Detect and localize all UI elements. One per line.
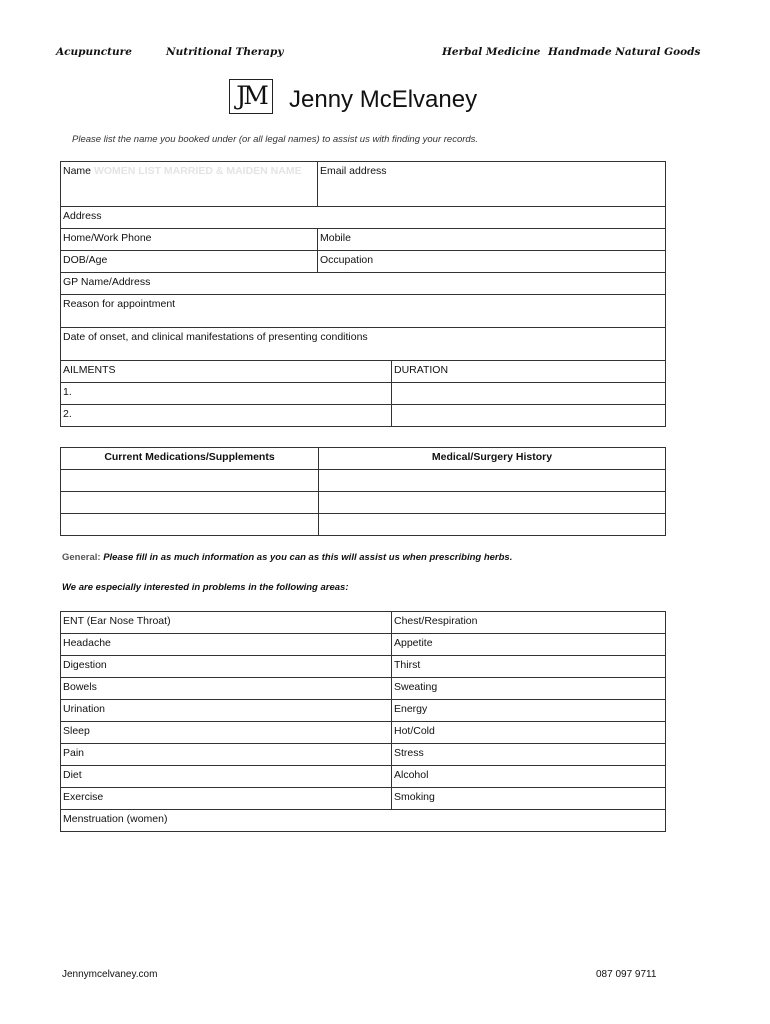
- onset-label: Date of onset, and clinical manifestations of presenting conditions: [63, 331, 368, 343]
- footer-phone: 087 097 9711: [596, 969, 657, 980]
- area-right-cell[interactable]: Hot/Cold: [392, 722, 666, 744]
- name-field[interactable]: [61, 162, 318, 207]
- patient-details-table: [60, 161, 666, 361]
- history-row-1[interactable]: [319, 470, 666, 492]
- medication-row-1[interactable]: [61, 470, 319, 492]
- areas-row: [61, 788, 666, 810]
- area-left-cell[interactable]: Diet: [61, 766, 392, 788]
- gp-field[interactable]: [61, 273, 666, 295]
- areas-row: [61, 678, 666, 700]
- reason-field[interactable]: [61, 295, 666, 328]
- onset-field[interactable]: [61, 328, 666, 361]
- dob-label: DOB/Age: [63, 254, 108, 266]
- area-right-cell[interactable]: Chest/Respiration: [392, 612, 666, 634]
- duration-header: DURATION: [392, 361, 666, 383]
- areas-row: [61, 766, 666, 788]
- menstruation-cell[interactable]: Menstruation (women): [61, 810, 666, 832]
- ailments-table: [60, 360, 666, 427]
- mobile-field[interactable]: [318, 229, 666, 251]
- address-field[interactable]: [61, 207, 666, 229]
- area-right-cell[interactable]: Thirst: [392, 656, 666, 678]
- area-right-cell[interactable]: Stress: [392, 744, 666, 766]
- general-text: Please fill in as much information as you can as this will assist us when prescribing herbs.: [103, 552, 513, 563]
- service-acupuncture: Acupuncture: [56, 46, 132, 58]
- mobile-label: Mobile: [320, 232, 351, 244]
- area-left-cell[interactable]: Digestion: [61, 656, 392, 678]
- medications-table: [60, 447, 666, 536]
- areas-row-last: [61, 810, 666, 832]
- dob-field[interactable]: [61, 251, 318, 273]
- area-right-cell[interactable]: Appetite: [392, 634, 666, 656]
- areas-row: [61, 700, 666, 722]
- brand-name: Jenny McElvaney: [289, 86, 478, 113]
- areas-row: [61, 744, 666, 766]
- gp-label: GP Name/Address: [63, 276, 151, 288]
- areas-row: [61, 612, 666, 634]
- duration-row-2[interactable]: [392, 405, 666, 427]
- home-phone-label: Home/Work Phone: [63, 232, 152, 244]
- logo: JM: [229, 79, 273, 114]
- duration-row-1[interactable]: [392, 383, 666, 405]
- history-row-3[interactable]: [319, 514, 666, 536]
- general-lead: General:: [62, 552, 101, 563]
- home-phone-field[interactable]: [61, 229, 318, 251]
- areas-row: [61, 634, 666, 656]
- area-left-cell[interactable]: Pain: [61, 744, 392, 766]
- email-field[interactable]: [318, 162, 666, 207]
- ailment-row-2[interactable]: 2.: [61, 405, 392, 427]
- service-herbal-medicine: Herbal Medicine: [442, 46, 541, 58]
- medications-header: Current Medications/Supplements: [61, 448, 319, 470]
- name-hint: WOMEN LIST MARRIED & MAIDEN NAME: [93, 165, 302, 177]
- areas-row: [61, 722, 666, 744]
- general-note: [62, 552, 512, 563]
- ailments-header: AILMENTS: [61, 361, 392, 383]
- areas-row: [61, 656, 666, 678]
- intro-text: Please list the name you booked under (or all legal names) to assist us with finding your records.: [72, 134, 479, 145]
- area-left-cell[interactable]: Bowels: [61, 678, 392, 700]
- area-left-cell[interactable]: Exercise: [61, 788, 392, 810]
- medication-row-3[interactable]: [61, 514, 319, 536]
- reason-label: Reason for appointment: [63, 298, 176, 310]
- service-handmade-natural-goods: Handmade Natural Goods: [548, 46, 701, 58]
- area-right-cell[interactable]: Alcohol: [392, 766, 666, 788]
- ailment-row-1[interactable]: 1.: [61, 383, 392, 405]
- area-left-cell[interactable]: Urination: [61, 700, 392, 722]
- area-right-cell[interactable]: Smoking: [392, 788, 666, 810]
- name-label: Name: [63, 165, 92, 177]
- footer-website: Jennymcelvaney.com: [62, 969, 158, 980]
- area-left-cell[interactable]: Headache: [61, 634, 392, 656]
- areas-table: [60, 611, 666, 832]
- history-header: Medical/Surgery History: [319, 448, 666, 470]
- address-label: Address: [63, 210, 102, 222]
- medication-row-2[interactable]: [61, 492, 319, 514]
- area-right-cell[interactable]: Sweating: [392, 678, 666, 700]
- area-left-cell[interactable]: ENT (Ear Nose Throat): [61, 612, 392, 634]
- area-right-cell[interactable]: Energy: [392, 700, 666, 722]
- history-row-2[interactable]: [319, 492, 666, 514]
- interest-note: We are especially interested in problems in the following areas:: [62, 582, 349, 593]
- occupation-field[interactable]: [318, 251, 666, 273]
- service-nutritional-therapy: Nutritional Therapy: [166, 46, 284, 58]
- email-label: Email address: [320, 165, 387, 177]
- occupation-label: Occupation: [320, 254, 374, 266]
- area-left-cell[interactable]: Sleep: [61, 722, 392, 744]
